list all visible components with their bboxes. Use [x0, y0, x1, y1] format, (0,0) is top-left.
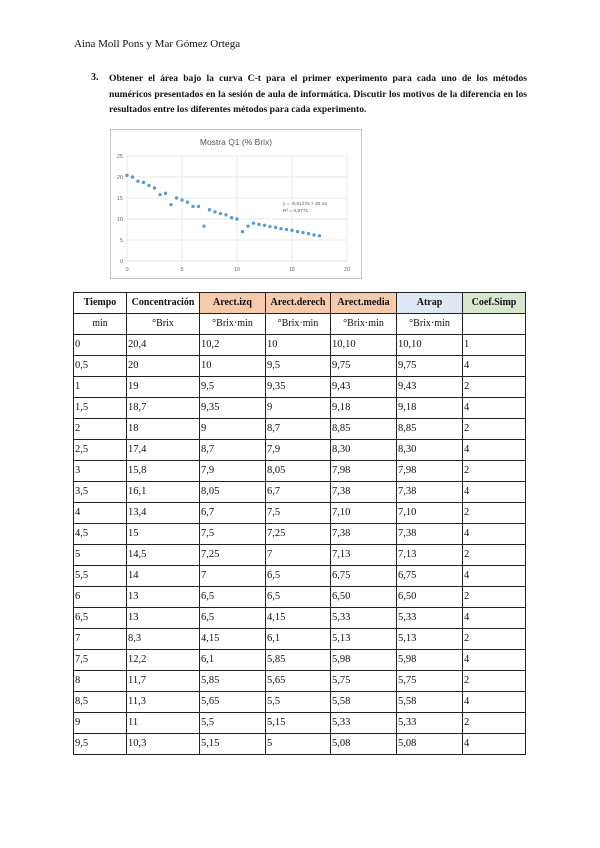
cell-concentracion: 18,7 — [127, 398, 200, 419]
cell-arect-derech: 5,85 — [266, 650, 331, 671]
cell-tiempo: 7,5 — [74, 650, 127, 671]
chart-title: Mostra Q1 (% Brix) — [199, 137, 273, 147]
x-tick-label: 5 — [180, 267, 184, 273]
cell-coef-simp: 4 — [463, 482, 526, 503]
cell-atrap: 7,10 — [397, 503, 463, 524]
header-arect-izq: Arect.izq — [200, 293, 266, 314]
cell-tiempo: 3 — [74, 461, 127, 482]
data-point — [235, 217, 238, 220]
cell-tiempo: 4 — [74, 503, 127, 524]
cell-arect-media: 7,38 — [331, 482, 397, 503]
table-row — [74, 461, 526, 482]
cell-arect-derech: 7,9 — [266, 440, 331, 461]
cell-arect-derech: 5,5 — [266, 692, 331, 713]
cell-arect-izq: 8,7 — [200, 440, 266, 461]
cell-coef-simp: 4 — [463, 524, 526, 545]
table-units-row — [74, 314, 526, 335]
header-concentracion: Concentración — [127, 293, 200, 314]
cell-concentracion: 10,3 — [127, 734, 200, 755]
table-row — [74, 419, 526, 440]
cell-arect-media: 7,13 — [331, 545, 397, 566]
unit-atrap: °Brix·min — [397, 314, 463, 335]
y-tick-label: 5 — [119, 238, 123, 244]
data-point — [290, 229, 293, 232]
cell-concentracion: 11,3 — [127, 692, 200, 713]
cell-atrap: 9,75 — [397, 356, 463, 377]
data-point — [274, 226, 277, 229]
cell-atrap: 6,50 — [397, 587, 463, 608]
cell-coef-simp: 2 — [463, 377, 526, 398]
cell-concentracion: 13 — [127, 587, 200, 608]
cell-arect-izq: 5,85 — [200, 671, 266, 692]
data-point — [285, 228, 288, 231]
cell-coef-simp: 2 — [463, 587, 526, 608]
cell-arect-media: 6,75 — [331, 566, 397, 587]
table-row — [74, 398, 526, 419]
cell-tiempo: 0 — [74, 335, 127, 356]
data-point — [180, 198, 183, 201]
data-point — [164, 192, 167, 195]
cell-coef-simp: 2 — [463, 713, 526, 734]
y-tick-label: 20 — [116, 175, 123, 181]
cell-arect-derech: 7,5 — [266, 503, 331, 524]
data-point — [241, 230, 244, 233]
cell-arect-media: 9,18 — [331, 398, 397, 419]
data-point — [197, 205, 200, 208]
cell-coef-simp: 2 — [463, 419, 526, 440]
cell-arect-media: 5,33 — [331, 713, 397, 734]
y-tick-label: 0 — [119, 259, 123, 265]
cell-arect-media: 7,38 — [331, 524, 397, 545]
cell-atrap: 5,33 — [397, 608, 463, 629]
cell-atrap: 7,13 — [397, 545, 463, 566]
cell-tiempo: 4,5 — [74, 524, 127, 545]
table-row — [74, 524, 526, 545]
cell-arect-media: 10,10 — [331, 335, 397, 356]
data-point — [307, 232, 310, 235]
cell-concentracion: 11,7 — [127, 671, 200, 692]
table-row — [74, 545, 526, 566]
unit-concentracion: °Brix — [127, 314, 200, 335]
header-arect-derech: Arect.derech — [266, 293, 331, 314]
data-point — [147, 184, 150, 187]
cell-arect-media: 7,10 — [331, 503, 397, 524]
cell-arect-media: 9,43 — [331, 377, 397, 398]
cell-coef-simp: 2 — [463, 545, 526, 566]
cell-tiempo: 6,5 — [74, 608, 127, 629]
cell-concentracion: 14,5 — [127, 545, 200, 566]
cell-coef-simp: 4 — [463, 566, 526, 587]
data-point — [263, 224, 266, 227]
cell-coef-simp: 4 — [463, 440, 526, 461]
cell-arect-izq: 10 — [200, 356, 266, 377]
cell-atrap: 7,38 — [397, 524, 463, 545]
cell-arect-izq: 10,2 — [200, 335, 266, 356]
cell-concentracion: 13 — [127, 608, 200, 629]
cell-concentracion: 8,3 — [127, 629, 200, 650]
cell-arect-derech: 7,25 — [266, 524, 331, 545]
cell-concentracion: 20 — [127, 356, 200, 377]
cell-tiempo: 7 — [74, 629, 127, 650]
cell-tiempo: 8,5 — [74, 692, 127, 713]
cell-coef-simp: 4 — [463, 608, 526, 629]
table-row — [74, 377, 526, 398]
cell-concentracion: 19 — [127, 377, 200, 398]
header-arect-media: Arect.media — [331, 293, 397, 314]
cell-arect-derech: 8,05 — [266, 461, 331, 482]
cell-arect-izq: 9,5 — [200, 377, 266, 398]
unit-arect-derech: °Brix·min — [266, 314, 331, 335]
data-point — [131, 175, 134, 178]
cell-concentracion: 20,4 — [127, 335, 200, 356]
x-tick-label: 0 — [125, 267, 129, 273]
table-row — [74, 650, 526, 671]
unit-tiempo: min — [74, 314, 127, 335]
header-coef-simp: Coef.Simp — [463, 293, 526, 314]
y-tick-label: 15 — [116, 196, 123, 202]
cell-concentracion: 18 — [127, 419, 200, 440]
cell-arect-derech: 5,65 — [266, 671, 331, 692]
cell-arect-media: 5,33 — [331, 608, 397, 629]
cell-atrap: 5,13 — [397, 629, 463, 650]
cell-arect-media: 5,08 — [331, 734, 397, 755]
cell-atrap: 5,08 — [397, 734, 463, 755]
cell-arect-media: 5,13 — [331, 629, 397, 650]
y-tick-label: 10 — [116, 217, 123, 223]
table-row — [74, 734, 526, 755]
table-row — [74, 629, 526, 650]
cell-atrap: 8,85 — [397, 419, 463, 440]
cell-coef-simp: 2 — [463, 671, 526, 692]
question-text: Obtener el área bajo la curva C-t para el primer experimento para cada uno de los métodos numéricos presentados en la sesión de aula de informática. Discutir los motivos de la diferencia en los resultados entre los diferentes métodos para cada experimento. — [109, 73, 527, 115]
cell-arect-derech: 6,1 — [266, 629, 331, 650]
cell-arect-derech: 6,5 — [266, 566, 331, 587]
cell-arect-izq: 5,15 — [200, 734, 266, 755]
y-tick-label: 25 — [116, 154, 123, 160]
table-row — [74, 335, 526, 356]
cell-arect-media: 8,85 — [331, 419, 397, 440]
data-point — [246, 224, 249, 227]
cell-arect-derech: 9 — [266, 398, 331, 419]
cell-atrap: 5,33 — [397, 713, 463, 734]
cell-arect-derech: 7 — [266, 545, 331, 566]
cell-arect-izq: 6,1 — [200, 650, 266, 671]
cell-arect-media: 5,58 — [331, 692, 397, 713]
cell-coef-simp: 4 — [463, 692, 526, 713]
scatter-chart — [110, 129, 362, 279]
cell-coef-simp: 4 — [463, 398, 526, 419]
cell-coef-simp: 2 — [463, 503, 526, 524]
cell-arect-izq: 7,9 — [200, 461, 266, 482]
trendline-annotation: R² = 0,9771 — [283, 209, 309, 214]
cell-arect-derech: 9,35 — [266, 377, 331, 398]
data-point — [312, 233, 315, 236]
cell-arect-media: 6,50 — [331, 587, 397, 608]
cell-coef-simp: 4 — [463, 356, 526, 377]
data-point — [224, 213, 227, 216]
table-row — [74, 713, 526, 734]
cell-atrap: 7,98 — [397, 461, 463, 482]
cell-tiempo: 2,5 — [74, 440, 127, 461]
cell-coef-simp: 1 — [463, 335, 526, 356]
data-point — [230, 216, 233, 219]
cell-arect-media: 8,30 — [331, 440, 397, 461]
unit-arect-izq: °Brix·min — [200, 314, 266, 335]
cell-tiempo: 5,5 — [74, 566, 127, 587]
data-point — [252, 222, 255, 225]
cell-atrap: 8,30 — [397, 440, 463, 461]
cell-arect-derech: 8,7 — [266, 419, 331, 440]
cell-coef-simp: 2 — [463, 629, 526, 650]
data-point — [213, 210, 216, 213]
cell-tiempo: 0,5 — [74, 356, 127, 377]
data-point — [296, 230, 299, 233]
data-point — [125, 174, 128, 177]
cell-arect-izq: 6,5 — [200, 587, 266, 608]
cell-coef-simp: 4 — [463, 650, 526, 671]
header-tiempo: Tiempo — [74, 293, 127, 314]
cell-atrap: 5,75 — [397, 671, 463, 692]
cell-arect-media: 7,98 — [331, 461, 397, 482]
table-row — [74, 440, 526, 461]
cell-arect-izq: 9 — [200, 419, 266, 440]
cell-arect-derech: 5,15 — [266, 713, 331, 734]
cell-arect-media: 9,75 — [331, 356, 397, 377]
table-row — [74, 356, 526, 377]
cell-arect-media: 5,75 — [331, 671, 397, 692]
results-table — [73, 292, 526, 755]
cell-atrap: 9,43 — [397, 377, 463, 398]
cell-arect-izq: 6,5 — [200, 608, 266, 629]
cell-arect-izq: 4,15 — [200, 629, 266, 650]
cell-tiempo: 6 — [74, 587, 127, 608]
data-point — [208, 208, 211, 211]
data-point — [169, 203, 172, 206]
data-point — [301, 231, 304, 234]
cell-tiempo: 1 — [74, 377, 127, 398]
cell-arect-derech: 10 — [266, 335, 331, 356]
cell-arect-izq: 9,35 — [200, 398, 266, 419]
data-point — [142, 181, 145, 184]
x-tick-label: 15 — [288, 267, 296, 273]
cell-tiempo: 1,5 — [74, 398, 127, 419]
cell-arect-izq: 5,5 — [200, 713, 266, 734]
cell-concentracion: 15 — [127, 524, 200, 545]
cell-arect-izq: 7,25 — [200, 545, 266, 566]
x-tick-label: 20 — [343, 267, 351, 273]
cell-arect-derech: 6,7 — [266, 482, 331, 503]
unit-arect-media: °Brix·min — [331, 314, 397, 335]
cell-arect-derech: 6,5 — [266, 587, 331, 608]
cell-concentracion: 13,4 — [127, 503, 200, 524]
data-point — [158, 193, 161, 196]
cell-tiempo: 9 — [74, 713, 127, 734]
x-tick-label: 10 — [233, 267, 241, 273]
cell-concentracion: 17,4 — [127, 440, 200, 461]
cell-tiempo: 8 — [74, 671, 127, 692]
trendline-annotation: y = -0,6127x + 20,16 — [283, 202, 328, 207]
header-atrap: Atrap — [397, 293, 463, 314]
cell-concentracion: 14 — [127, 566, 200, 587]
data-point — [257, 223, 260, 226]
cell-concentracion: 16,1 — [127, 482, 200, 503]
cell-atrap: 9,18 — [397, 398, 463, 419]
data-point — [175, 196, 178, 199]
cell-atrap: 6,75 — [397, 566, 463, 587]
cell-concentracion: 11 — [127, 713, 200, 734]
cell-atrap: 7,38 — [397, 482, 463, 503]
table-row — [74, 608, 526, 629]
data-point — [279, 227, 282, 230]
cell-tiempo: 2 — [74, 419, 127, 440]
cell-concentracion: 15,8 — [127, 461, 200, 482]
table-row — [74, 692, 526, 713]
cell-arect-media: 5,98 — [331, 650, 397, 671]
table-row — [74, 587, 526, 608]
data-point — [202, 224, 205, 227]
data-point — [136, 180, 139, 183]
author-header: Aina Moll Pons y Mar Gómez Ortega — [74, 38, 241, 50]
table-row — [74, 566, 526, 587]
cell-tiempo: 5 — [74, 545, 127, 566]
table-row — [74, 503, 526, 524]
cell-arect-derech: 9,5 — [266, 356, 331, 377]
cell-arect-derech: 4,15 — [266, 608, 331, 629]
data-point — [191, 205, 194, 208]
cell-coef-simp: 2 — [463, 461, 526, 482]
cell-atrap: 10,10 — [397, 335, 463, 356]
cell-coef-simp: 4 — [463, 734, 526, 755]
cell-arect-derech: 5 — [266, 734, 331, 755]
table-header-row — [74, 293, 526, 314]
cell-arect-izq: 7 — [200, 566, 266, 587]
cell-tiempo: 3,5 — [74, 482, 127, 503]
cell-arect-izq: 6,7 — [200, 503, 266, 524]
cell-arect-izq: 8,05 — [200, 482, 266, 503]
unit-coef-simp — [463, 314, 526, 335]
data-point — [186, 201, 189, 204]
cell-tiempo: 9,5 — [74, 734, 127, 755]
data-point — [219, 212, 222, 215]
data-point — [153, 186, 156, 189]
cell-arect-izq: 5,65 — [200, 692, 266, 713]
cell-atrap: 5,98 — [397, 650, 463, 671]
cell-concentracion: 12,2 — [127, 650, 200, 671]
table-row — [74, 482, 526, 503]
chart-svg — [111, 130, 361, 278]
cell-arect-izq: 7,5 — [200, 524, 266, 545]
table-row — [74, 671, 526, 692]
cell-atrap: 5,58 — [397, 692, 463, 713]
question-number: 3. — [91, 72, 99, 83]
data-point — [268, 225, 271, 228]
data-point — [318, 234, 321, 237]
